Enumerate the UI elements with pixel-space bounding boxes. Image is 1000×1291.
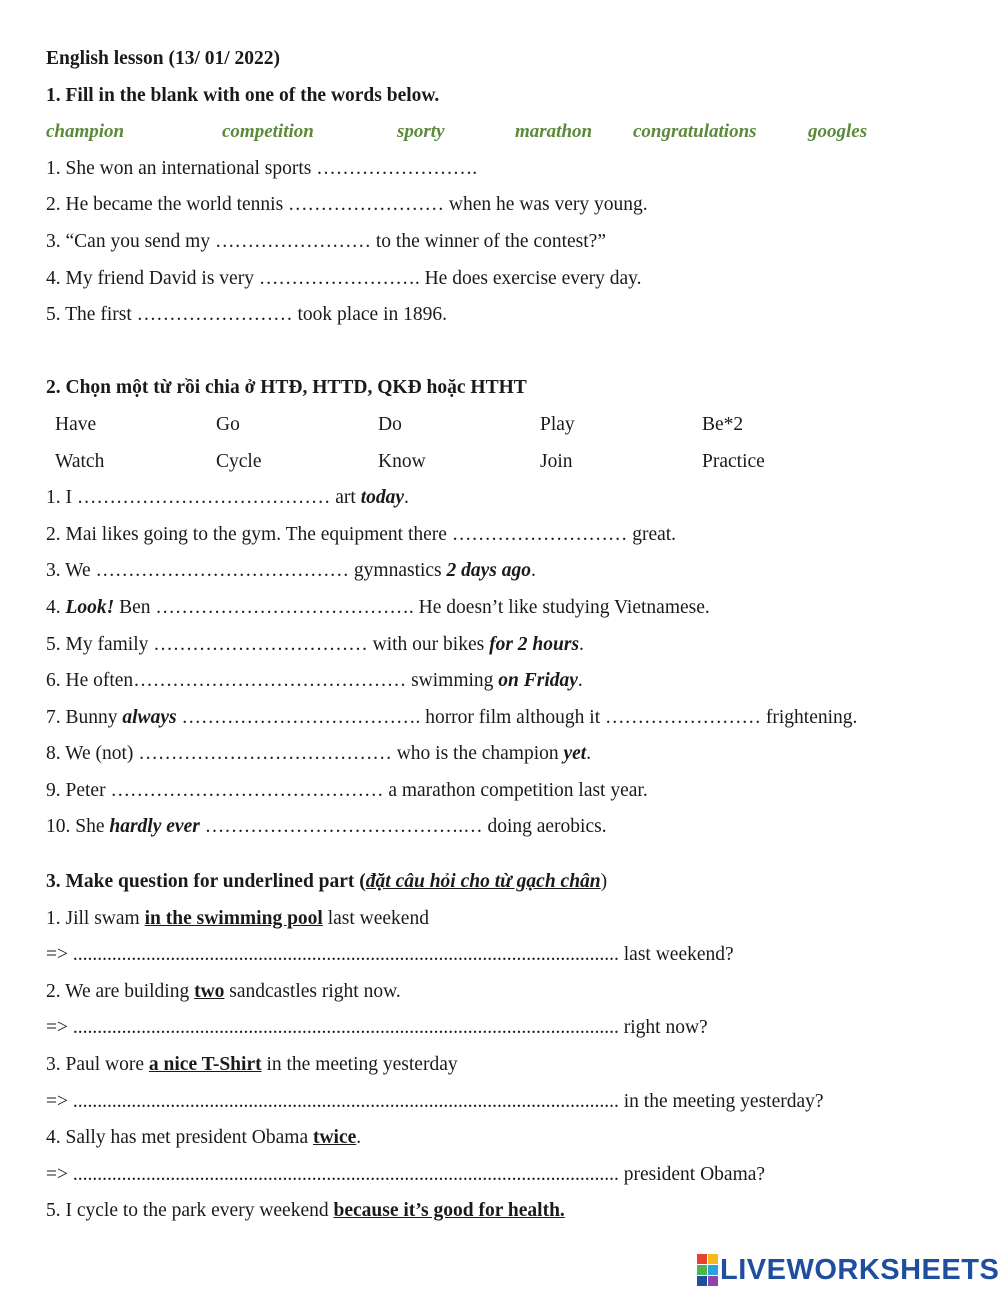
answer-blank[interactable]: …………………… [605, 706, 761, 728]
fill-item: 5. The first …………………… took place in 1896. [46, 304, 447, 326]
answer-blank[interactable]: ………………………………. [181, 706, 421, 728]
tense-item: 5. My family …………………………… with our bikes for 2 hours. [46, 633, 584, 655]
answer-blank[interactable]: …………………… [214, 230, 371, 252]
verb-bank-item: Have [55, 413, 97, 435]
tense-item: 2. Mai likes going to the gym. The equipment there ……………………… great. [46, 523, 677, 545]
section2-heading: 2. Chọn một từ rồi chia ở HTĐ, HTTD, QKĐ hoặc HTHT [46, 377, 527, 399]
fill-item: 3. “Can you send my …………………… to the winner of the contest?” [46, 230, 606, 252]
answer-blank[interactable]: ................................................................................................................ [72, 1017, 619, 1039]
tense-item: 8. We (not) ………………………………… who is the champion yet. [46, 743, 592, 765]
answer-blank[interactable]: …………………………… [153, 633, 368, 655]
answer-blank[interactable]: …………………………………… [110, 779, 384, 801]
fill-item: 1. She won an international sports ……………………. [46, 157, 478, 179]
answer-blank[interactable]: …………………… [136, 304, 293, 326]
answer-blank[interactable]: ………………………………… [76, 487, 331, 509]
answer-line: => ................................................................................................................ right now? [46, 1017, 708, 1039]
answer-line: => ................................................................................................................ last weekend? [46, 944, 734, 966]
answer-blank[interactable]: …………………… [288, 194, 445, 216]
tense-item: 7. Bunny always ………………………………. horror film although it …………………… frightening. [46, 706, 858, 728]
answer-blank[interactable]: ……………………… [451, 523, 628, 545]
word-bank-item: sporty [397, 121, 445, 143]
question-prompt: 4. Sally has met president Obama twice. [46, 1127, 362, 1149]
word-bank-item: champion [46, 121, 125, 143]
fill-item: 4. My friend David is very ……………………. He does exercise every day. [46, 267, 642, 289]
verb-bank-item: Cycle [216, 450, 262, 472]
answer-blank[interactable]: ................................................................................................................ [72, 1163, 619, 1185]
answer-blank[interactable]: ................................................................................................................ [72, 944, 619, 966]
word-bank-item: competition [222, 121, 314, 143]
answer-blank[interactable]: ……………………. [316, 157, 478, 179]
section1-heading: 1. Fill in the blank with one of the words below. [46, 84, 440, 106]
question-prompt: 2. We are building two sandcastles right now. [46, 980, 401, 1002]
verb-bank-item: Play [540, 413, 575, 435]
verb-bank-item: Go [216, 413, 240, 435]
question-prompt: 5. I cycle to the park every weekend because it’s good for health. [46, 1200, 565, 1222]
word-bank-item: googles [808, 121, 868, 143]
answer-blank[interactable]: ……………………. [258, 267, 420, 289]
verb-bank-item: Join [540, 450, 573, 472]
answer-blank[interactable]: ………………………………….… [204, 816, 483, 838]
verb-bank-item: Watch [55, 450, 105, 472]
verb-bank-item: Be*2 [702, 413, 744, 435]
answer-blank[interactable]: …………………………………… [133, 670, 407, 692]
logo-cubes-icon [697, 1254, 718, 1286]
tense-item: 3. We ………………………………… gymnastics 2 days ago. [46, 560, 536, 582]
answer-blank[interactable]: ………………………………… [95, 560, 350, 582]
answer-blank[interactable]: ................................................................................................................ [72, 1090, 619, 1112]
answer-line: => ................................................................................................................ in the meeting yesterday? [46, 1090, 824, 1112]
verb-bank-item: Do [378, 413, 402, 435]
tense-item: 6. He often…………………………………… swimming on Friday. [46, 670, 583, 692]
question-prompt: 3. Paul wore a nice T-Shirt in the meeting yesterday [46, 1054, 458, 1076]
logo-text: LIVEWORKSHEETS [720, 1253, 1000, 1286]
fill-item: 2. He became the world tennis …………………… when he was very young. [46, 194, 648, 216]
worksheet [46, 44, 966, 1233]
verb-bank [46, 410, 966, 483]
verb-bank-item: Practice [702, 450, 765, 472]
tense-item: 10. She hardly ever ………………………………….… doing aerobics. [46, 816, 607, 838]
section3-heading: 3. Make question for underlined part (đặt câu hỏi cho từ gạch chân) [46, 871, 608, 893]
answer-blank[interactable]: …………………………………. [155, 596, 414, 618]
answer-line: => ................................................................................................................ president Obama? [46, 1163, 766, 1185]
liveworksheets-logo [697, 1253, 999, 1287]
tense-item: 1. I ………………………………… art today. [46, 487, 409, 509]
tense-item: 4. Look! Ben …………………………………. He doesn’t like studying Vietnamese. [46, 596, 710, 618]
tense-item: 9. Peter …………………………………… a marathon competition last year. [46, 779, 648, 801]
lesson-title: English lesson (13/ 01/ 2022) [46, 48, 281, 69]
question-prompt: 1. Jill swam in the swimming pool last weekend [46, 907, 429, 929]
word-bank [46, 117, 966, 154]
word-bank-item: marathon [515, 121, 593, 143]
word-bank-item: congratulations [633, 121, 757, 143]
answer-blank[interactable]: ………………………………… [138, 743, 392, 765]
verb-bank-item: Know [378, 450, 426, 472]
